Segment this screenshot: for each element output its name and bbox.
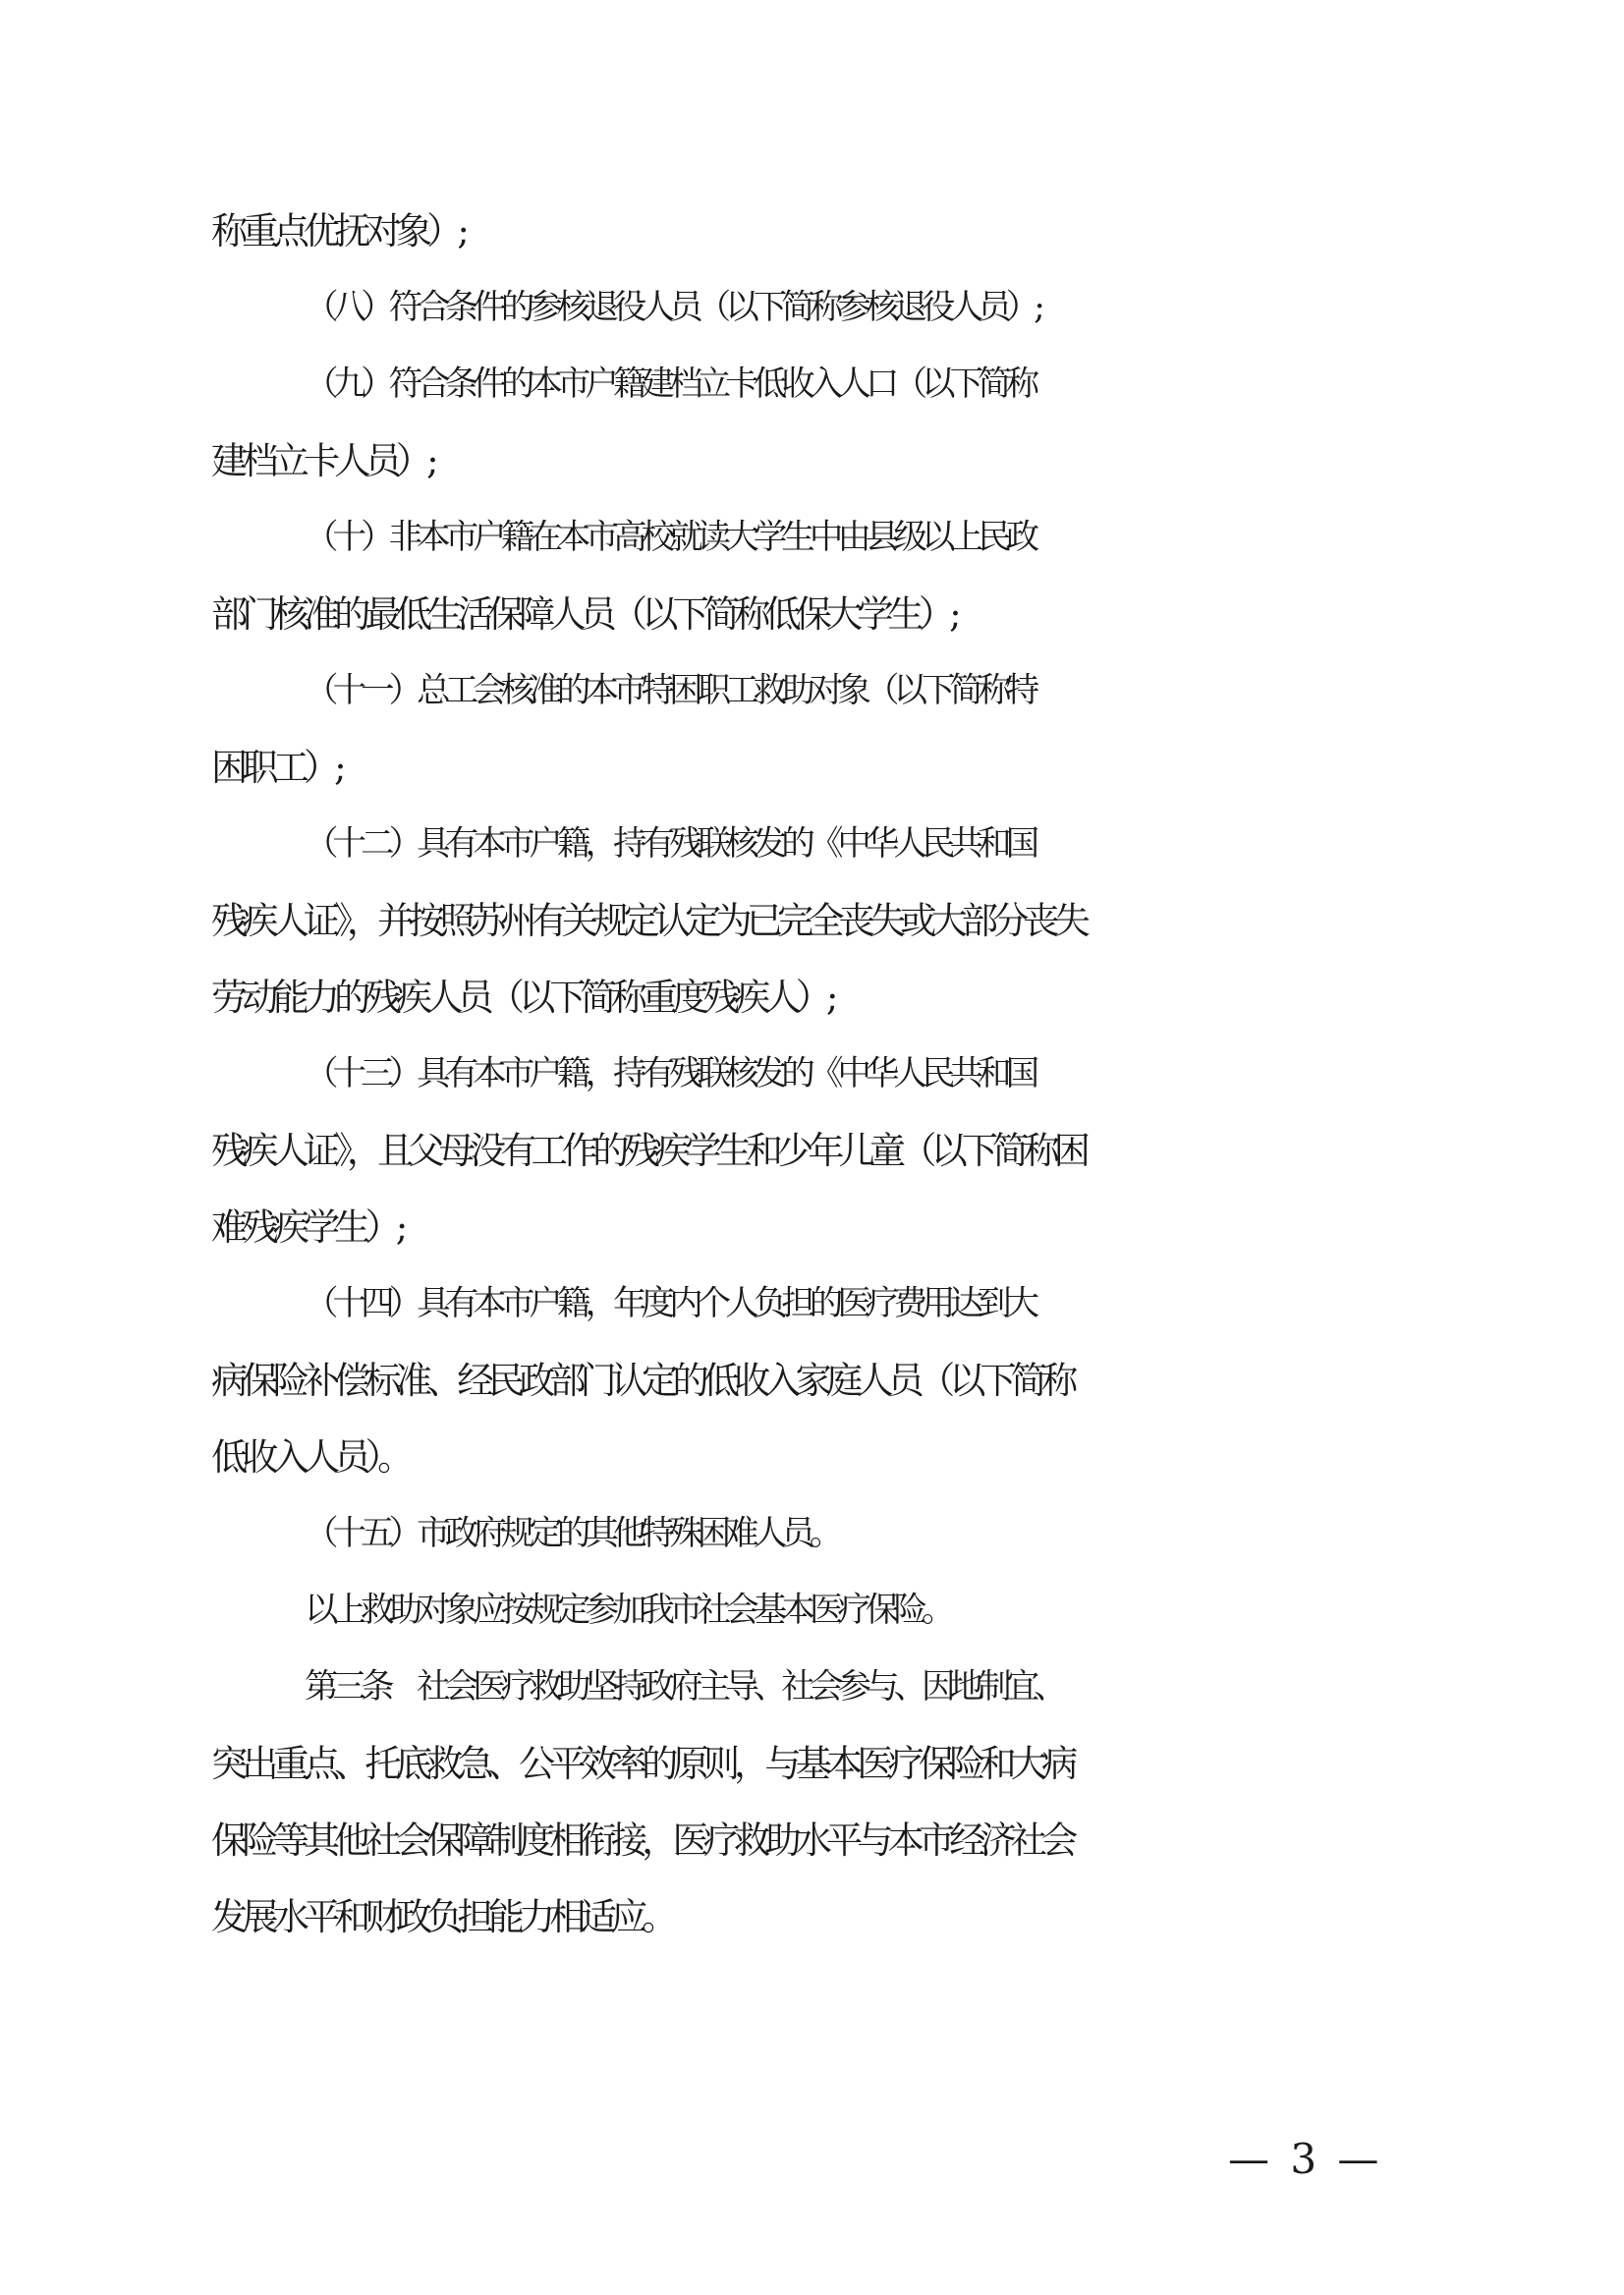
text-line-14: 难残疾学生）; xyxy=(211,1205,403,1249)
text-line-5: （十）非本市户籍在本市高校就读大学生中由县级以上民政 xyxy=(305,518,1035,557)
text-line-22: 保险等其他社会保障制度相衔接，医疗救助水平与本市经济社会 xyxy=(211,1819,1073,1862)
text-line-4: 建档立卡人员）; xyxy=(211,439,433,482)
page-number: — 3 — xyxy=(1228,2135,1383,2183)
text-line-19: 以上救助对象应按规定参加我市社会基本医疗保险。 xyxy=(305,1591,950,1630)
text-line-3: （九）符合条件的本市户籍建档立卡低收入人口（以下简称 xyxy=(305,364,1035,404)
text-line-11: 劳动能力的残疾人员（以下简称重度残疾人）; xyxy=(211,976,833,1019)
text-line-16: 病保险补偿标准、经民政部门认定的低收入家庭人员（以下简称 xyxy=(211,1359,1073,1402)
text-line-13: 残疾人证》，且父母没有工作的残疾学生和少年儿童（以下简称困 xyxy=(211,1129,1085,1172)
text-line-20: 第三条 社会医疗救助坚持政府主导、社会参与、因地制宜、 xyxy=(305,1667,1062,1707)
text-line-10: 残疾人证》，并按照苏州有关规定认定为已完全丧失或大部分丧失 xyxy=(211,899,1085,942)
text-line-21: 突出重点、托底救急、公平效率的原则，与基本医疗保险和大病 xyxy=(211,1742,1073,1785)
text-line-12: （十三）具有本市户籍，持有残联核发的《中华人民共和国 xyxy=(305,1054,1035,1093)
text-line-23: 发展水平和财政负担能力相适应。 xyxy=(211,1895,673,1938)
text-line-18: （十五）市政府规定的其他特殊困难人员。 xyxy=(305,1514,838,1553)
text-line-2: （八）符合条件的参核退役人员（以下简称参核退役人员）; xyxy=(305,288,1039,327)
text-line-7: （十一）总工会核准的本市特困职工救助对象（以下简称特 xyxy=(305,671,1035,710)
text-line-1: 称重点优抚对象）; xyxy=(211,209,464,252)
text-line-8: 困职工）; xyxy=(211,746,341,789)
text-line-17: 低收入人员）。 xyxy=(211,1435,409,1479)
text-line-9: （十二）具有本市户籍，持有残联核发的《中华人民共和国 xyxy=(305,824,1035,864)
text-line-6: 部门核准的最低生活保障人员（以下简称低保大学生）; xyxy=(211,592,956,636)
text-line-15: （十四）具有本市户籍，年度内个人负担的医疗费用达到大 xyxy=(305,1284,1035,1323)
